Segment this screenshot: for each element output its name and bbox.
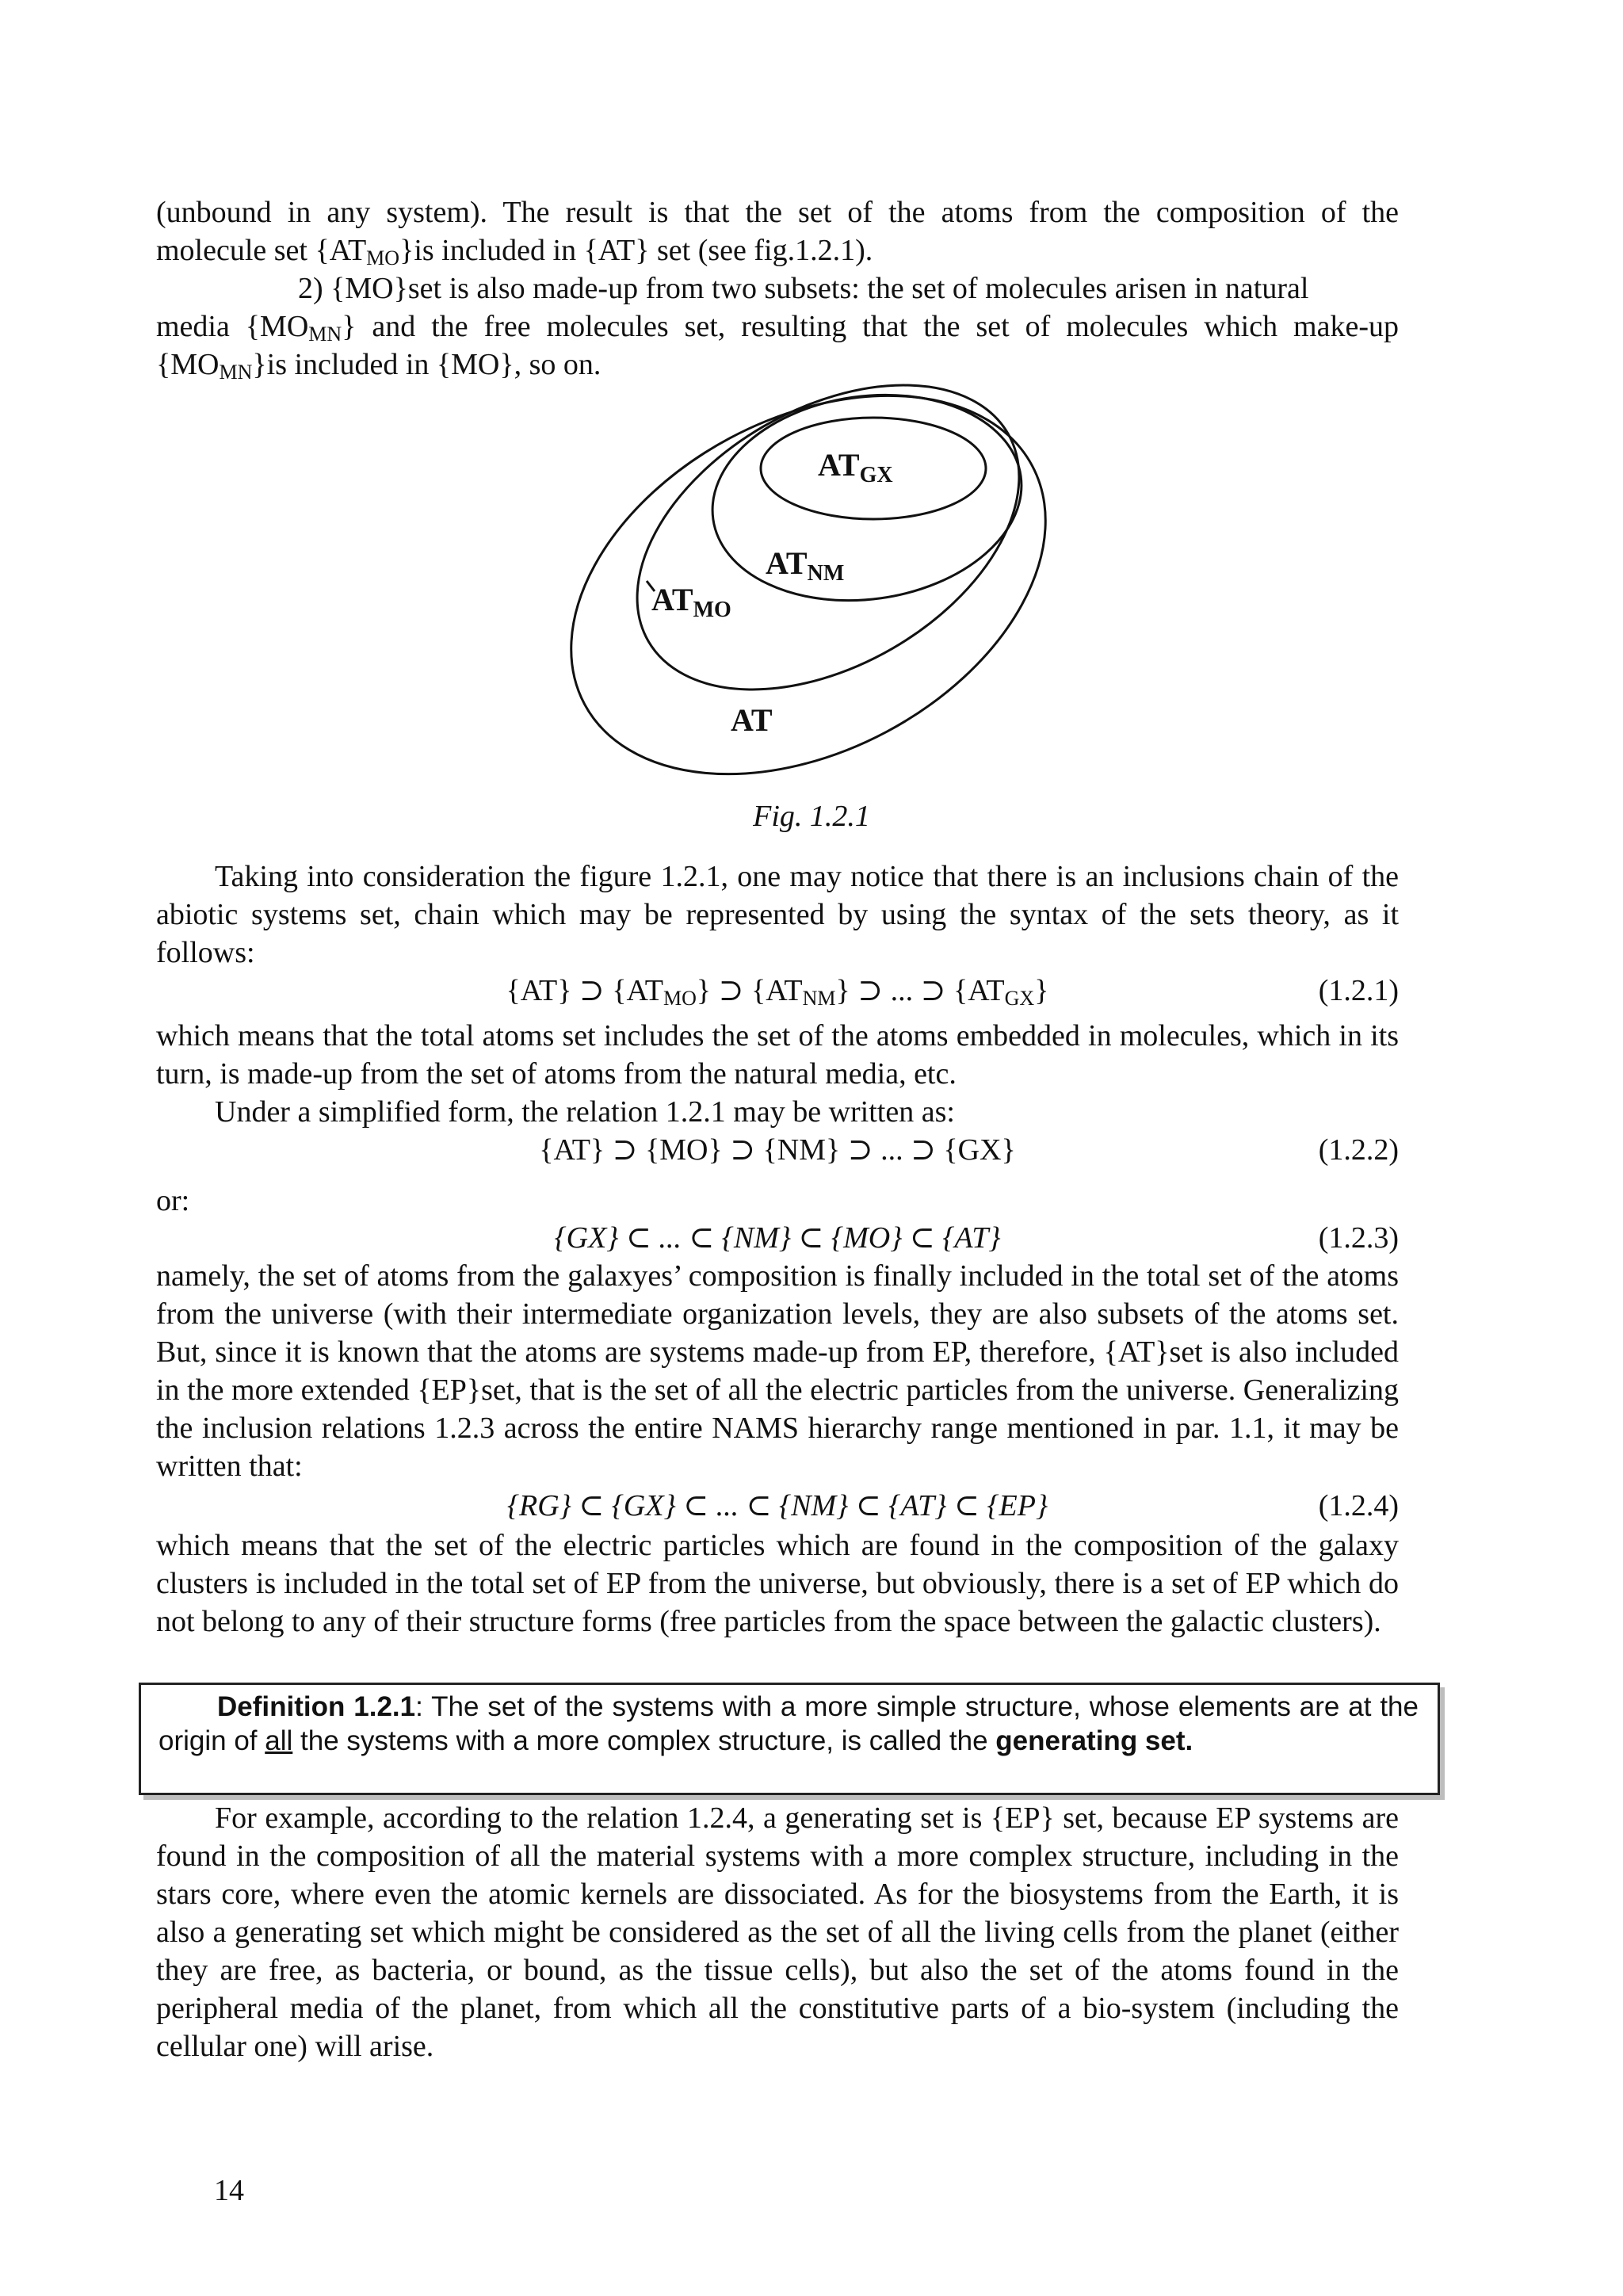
- paragraph-simplified-form: Under a simplified form, the relation 1.2.1 may be written as:: [215, 1095, 955, 1129]
- definition-term: generating set.: [995, 1725, 1193, 1756]
- equation-number: (1.2.2): [1318, 1133, 1399, 1167]
- label-at-nm: $AT_{NM}$: [766, 545, 845, 586]
- equation-1-2-2: [156, 1131, 1399, 1169]
- definition-box: [139, 1683, 1440, 1795]
- definition-label: Definition 1.2.1: [217, 1691, 416, 1722]
- definition-underlined-word: all: [265, 1725, 293, 1756]
- intro-line-3: 2) {MO}set is also made-up from two subsets: the set of molecules arisen in natural: [298, 272, 1309, 305]
- label-at-mo: $AT_{MO}$: [651, 582, 731, 622]
- nested-sets-diagram: [547, 379, 1086, 791]
- intro-line-2: molecule set $\{AT_{MO}\}is$ included in {AT} set (see fig.1.2.1).: [156, 234, 873, 269]
- definition-text: Definition 1.2.1: The set of the systems with a more simple structure, whose elements are at the origin of all the systems with a more complex structure, is called the generating set.: [158, 1691, 1419, 1756]
- equation-number: (1.2.4): [1318, 1489, 1399, 1522]
- figure-caption: Fig. 1.2.1: [753, 800, 870, 833]
- equation-expression: {AT} ⊃ $\{AT_{MO}\}$ ⊃ $\{AT_{NM}\}$ ⊃ ... ⊃ $\{AT_{GX}\}$: [506, 974, 1049, 1010]
- equation-1-2-1: [156, 972, 1399, 1010]
- equation-1-2-3: [156, 1219, 1399, 1257]
- equation-expression: {GX} ⊂ ... ⊂ {NM} ⊂ {MO} ⊂ {AT}: [554, 1221, 1001, 1255]
- equation-1-2-4: [156, 1487, 1399, 1525]
- paragraph-total-atoms: which means that the total atoms set includes the set of the atoms embedded in molecules, which in its turn, is made-up from the set of atoms from the natural media, etc.: [156, 1019, 1399, 1091]
- equation-number: (1.2.3): [1318, 1221, 1399, 1255]
- paragraph-inclusion-chain: Taking into consideration the figure 1.2.1, one may notice that there is an inclusions chain of the abiotic systems set, chain which may be represented by using the syntax of the sets theory, as it follows:: [156, 860, 1399, 969]
- equation-expression: {RG} ⊂ {GX} ⊂ ... ⊂ {NM} ⊂ {AT} ⊂ {EP}: [506, 1489, 1048, 1522]
- paragraph-galaxies-composition: namely, the set of atoms from the galaxyes’ composition is finally included in the total set of the atoms from the universe (with their intermediate organization levels, they are also subsets of the atoms set. But, since it is known that the atoms are systems made-up from EP, therefore, {AT}set is also included in the more extended {EP}set, that is the set of all the electric particles from the universe. Generalizing the inclusion relations 1.2.3 across the entire NAMS hierarchy range mentioned in par. 1.1, it may be written that:: [156, 1259, 1399, 1483]
- equation-number: (1.2.1): [1318, 974, 1399, 1007]
- equation-expression: {AT} ⊃ {MO} ⊃ {NM} ⊃ ... ⊃ {GX}: [539, 1133, 1016, 1167]
- intro-line-5: $\{MO_{MN}\}is$ included in {MO}, so on.: [156, 348, 601, 384]
- label-at: AT: [731, 702, 773, 738]
- page-number: 14: [214, 2174, 244, 2207]
- set-at-nm: [699, 379, 1035, 620]
- intro-line-1: (unbound in any system). The result is that the set of the atoms from the composition of the: [156, 196, 1399, 229]
- label-at-gx: $AT_{GX}$: [818, 447, 893, 487]
- paragraph-generating-set-example: For example, according to the relation 1.2.4, a generating set is {EP} set, because EP systems are found in the composition of all the material systems with a more complex structure, including in the stars core, where even the atomic kernels are dissociated. As for the biosystems from the Earth, it is also a generating set which might be considered as the set of all the living cells from the planet (either they are free, as bacteria, or bound, as the tissue cells), but also the set of the atoms found in the peripheral media of the planet, from which all the constitutive parts of a bio-system (including the cellular one) will arise.: [156, 1801, 1399, 2063]
- or-label: or:: [156, 1184, 190, 1217]
- intro-line-4: media $\{MO_{MN}\}$ and the free molecules set, resulting that the set of molecules which make-up: [156, 310, 1399, 346]
- paragraph-electric-particles: which means that the set of the electric particles which are found in the composition of the galaxy clusters is included in the total set of EP from the universe, but obviously, there is a set of EP which do not belong to any of their structure forms (free particles from the space between the galactic clusters).: [156, 1529, 1399, 1638]
